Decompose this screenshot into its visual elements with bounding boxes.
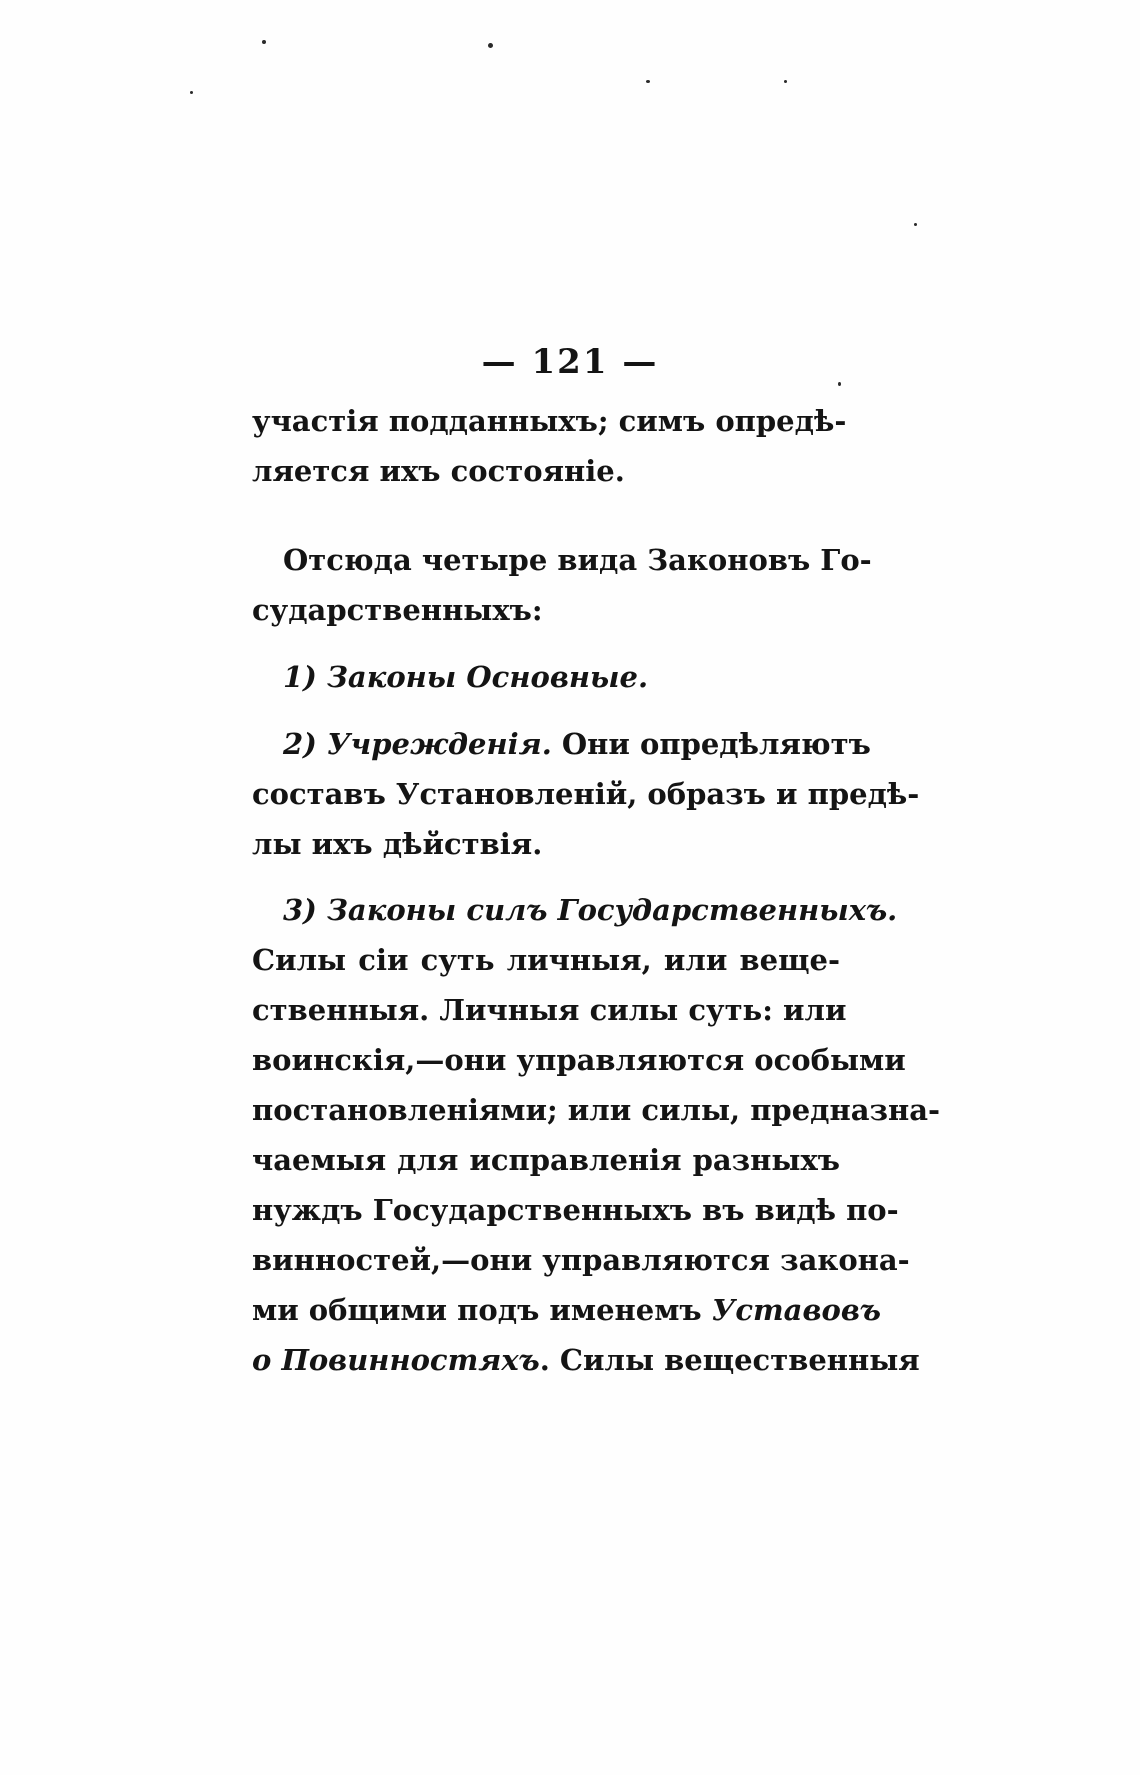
- text-line: [252, 1234, 910, 1286]
- text-run: . Силы вещественныя: [539, 1343, 920, 1377]
- text-run: воинскія,—они управляются особыми: [252, 1043, 906, 1077]
- print-speck: [914, 223, 917, 226]
- print-speck: [190, 91, 193, 94]
- text-line: [283, 651, 840, 703]
- text-run: Отсюда четыре вида Законовъ Го-: [283, 543, 872, 577]
- text-line: [252, 445, 840, 497]
- print-speck: [488, 43, 493, 48]
- text-line: [252, 1134, 840, 1186]
- text-run: составъ Установленій, образъ и предѣ-: [252, 777, 920, 811]
- text-line: [252, 818, 840, 870]
- text-run: Силы сіи суть личныя, или веще-: [252, 943, 840, 977]
- print-speck: [784, 80, 787, 83]
- text-line: [252, 584, 840, 636]
- italic-run: о Повинностяхъ: [252, 1343, 540, 1377]
- text-line: [252, 934, 840, 986]
- text-run: постановленіями; или силы, предназна-: [252, 1093, 941, 1127]
- text-run: ляется ихъ состояніе.: [252, 454, 625, 488]
- italic-run: 3) Законы силъ Государственныхъ.: [283, 893, 898, 927]
- print-speck: [262, 40, 266, 44]
- italic-run: 2) Учрежденія.: [283, 727, 552, 761]
- print-speck: [646, 80, 650, 83]
- text-run: лы ихъ дѣйствія.: [252, 827, 543, 861]
- text-run: Они опредѣляютъ: [551, 727, 871, 761]
- text-line: [283, 718, 871, 770]
- text-line: [252, 768, 920, 820]
- text-line: [252, 1184, 899, 1236]
- text-run: винностей,—они управляются закона-: [252, 1243, 910, 1277]
- text-line: [252, 1084, 941, 1136]
- text-line: [252, 1284, 881, 1336]
- text-run: чаемыя для исправленія разныхъ: [252, 1143, 840, 1177]
- text-run: сударственныхъ:: [252, 593, 543, 627]
- text-line: [252, 1034, 906, 1086]
- text-run: ственныя. Личныя силы суть: или: [252, 993, 847, 1027]
- text-line: [252, 984, 847, 1036]
- text-line: [252, 395, 847, 447]
- text-run: участія подданныхъ; симъ опредѣ-: [252, 404, 847, 438]
- page-number: — 121 —: [481, 342, 659, 382]
- text-line: [283, 534, 872, 586]
- text-run: нуждъ Государственныхъ въ видѣ по-: [252, 1193, 899, 1227]
- italic-run: Уставовъ: [711, 1293, 881, 1327]
- text-run: ми общими подъ именемъ: [252, 1293, 712, 1327]
- text-line: [252, 1334, 920, 1386]
- print-speck: [838, 382, 841, 386]
- italic-run: 1) Законы Основные.: [283, 660, 649, 694]
- text-line: [283, 884, 898, 936]
